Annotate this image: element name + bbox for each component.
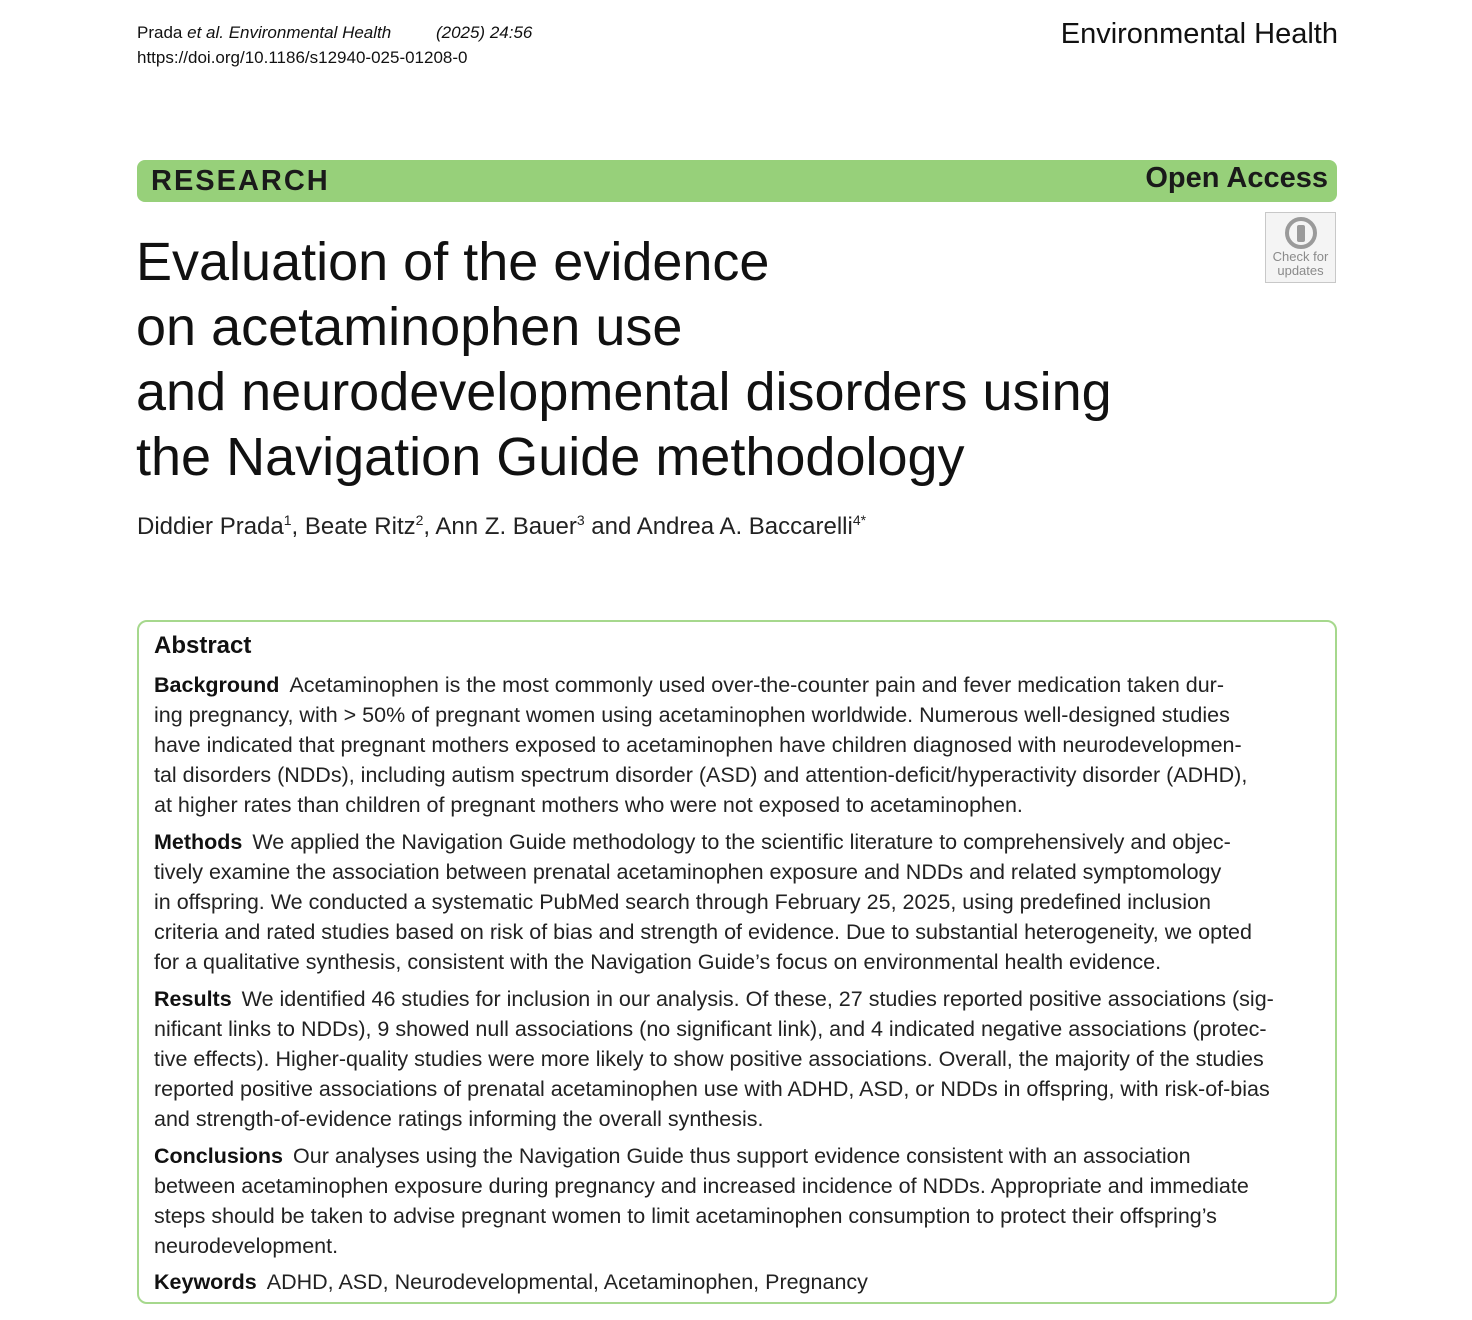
abstract-line: nificant links to NDDs), 9 showed null associations (no significant link), and 4 indicated negative associations (protec- (154, 1017, 1267, 1041)
abstract-line: ing pregnancy, with > 50% of pregnant women using acetaminophen worldwide. Numerous well-designed studies (154, 703, 1230, 727)
citation-block (137, 20, 532, 70)
title-line: the Navigation Guide methodology (136, 427, 965, 487)
section-label: Background (154, 673, 280, 697)
abstract-line: criteria and rated studies based on risk of bias and strength of evidence. Due to substantial heterogeneity, we opted (154, 920, 1252, 944)
author-separator: and (584, 513, 637, 540)
abstract-line: Background Acetaminophen is the most commonly used over-the-counter pain and fever medication taken dur- (154, 673, 1224, 697)
paper-title (136, 230, 1236, 490)
abstract-results (154, 984, 1324, 1134)
abstract-line: for a qualitative synthesis, consistent with the Navigation Guide’s focus on environmental health evidence. (154, 950, 1162, 974)
abstract-line: have indicated that pregnant mothers exposed to acetaminophen have children diagnosed with neurodevelopmen- (154, 733, 1242, 757)
citation-line (137, 20, 532, 45)
abstract-line: and strength-of-evidence ratings informing the overall synthesis. (154, 1107, 764, 1131)
author-name[interactable]: Andrea A. Baccarelli (636, 513, 853, 540)
citation-journal: et al. Environmental Health (187, 23, 392, 42)
abstract-line: Methods We applied the Navigation Guide methodology to the scientific literature to comprehensively and objec- (154, 830, 1231, 854)
open-access-label: Open Access (1145, 162, 1328, 194)
title-line: and neurodevelopmental disorders using (136, 362, 1112, 422)
author-name[interactable]: Diddier Prada (137, 513, 284, 540)
abstract-line: Conclusions Our analyses using the Navigation Guide thus support evidence consistent with an association (154, 1144, 1191, 1168)
abstract-line: Results We identified 46 studies for inclusion in our analysis. Of these, 27 studies reported positive associations (sig- (154, 987, 1274, 1011)
keywords-text: ADHD, ASD, Neurodevelopmental, Acetaminophen, Pregnancy (266, 1270, 868, 1294)
article-type-banner (137, 160, 1337, 202)
doi-link[interactable]: https://doi.org/10.1186/s12940-025-01208-0 (137, 48, 468, 67)
abstract-background (154, 670, 1324, 820)
author-affiliation: 2 (415, 512, 424, 528)
author-name[interactable]: Beate Ritz (304, 513, 416, 540)
citation-authors: Prada (137, 23, 183, 42)
author-affiliation: 3 (576, 512, 585, 528)
section-label: Keywords (154, 1270, 257, 1294)
abstract-line: at higher rates than children of pregnant mothers who were not exposed to acetaminophen. (154, 793, 1023, 817)
abstract-line: reported positive associations of prenatal acetaminophen use with ADHD, ASD, or NDDs in offspring, with risk-of-bias (154, 1077, 1270, 1101)
abstract-line: between acetaminophen exposure during pregnancy and increased incidence of NDDs. Appropriate and immediate (154, 1174, 1249, 1198)
section-label: Methods (154, 830, 243, 854)
abstract-line: neurodevelopment. (154, 1234, 339, 1258)
check-for-updates-button[interactable] (1265, 212, 1336, 283)
section-label: Results (154, 987, 232, 1011)
abstract-line (154, 1267, 1324, 1297)
author-list (137, 512, 866, 541)
abstract-line: tal disorders (NDDs), including autism spectrum disorder (ASD) and attention-deficit/hyperactivity disorder (ADHD), (154, 763, 1248, 787)
title-line: Evaluation of the evidence (136, 232, 770, 292)
author-name[interactable]: Ann Z. Bauer (435, 513, 577, 540)
author-separator: , (423, 513, 436, 540)
abstract-methods (154, 827, 1324, 977)
abstract-keywords (154, 1267, 1324, 1297)
abstract-heading: Abstract (154, 632, 252, 659)
title-line: on acetaminophen use (136, 297, 683, 357)
journal-name: Environmental Health (1060, 18, 1338, 50)
author-affiliation: 4* (852, 512, 867, 528)
author-affiliation: 1 (283, 512, 292, 528)
abstract-box (137, 620, 1337, 1304)
check-for-updates-line2: updates (1277, 263, 1324, 278)
abstract-line: steps should be taken to advise pregnant women to limit acetaminophen consumption to protect their offspring’s (154, 1204, 1217, 1228)
citation-volume: (2025) 24:56 (435, 23, 533, 42)
abstract-conclusions (154, 1141, 1324, 1261)
abstract-line: in offspring. We conducted a systematic PubMed search through February 25, 2025, using predefined inclusion (154, 890, 1211, 914)
author-separator: , (291, 513, 305, 540)
check-for-updates-icon (1285, 217, 1317, 249)
check-for-updates-line1: Check for (1272, 249, 1329, 264)
article-type-label: RESEARCH (151, 165, 330, 197)
abstract-line: tively examine the association between prenatal acetaminophen exposure and NDDs and related symptomology (154, 860, 1222, 884)
section-label: Conclusions (154, 1144, 284, 1168)
abstract-line: tive effects). Higher-quality studies were more likely to show positive associations. Overall, the majority of the studies (154, 1047, 1264, 1071)
